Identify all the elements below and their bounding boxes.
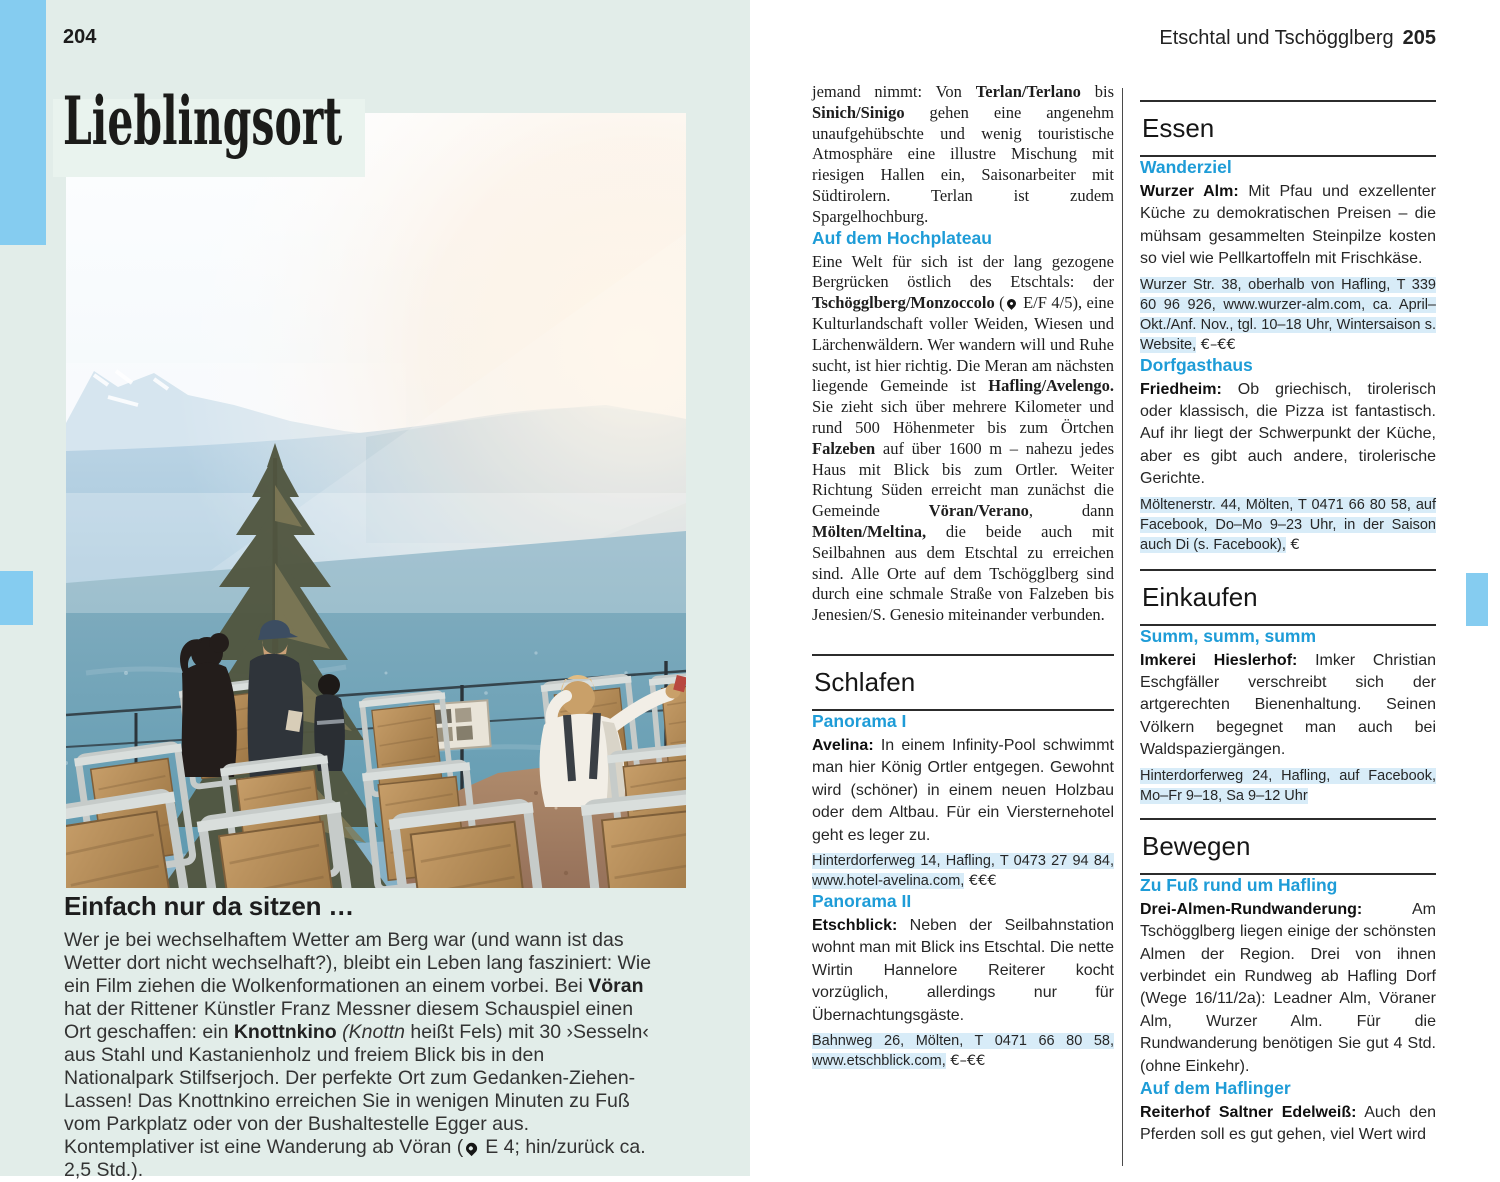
caption-heading: Einfach nur da sitzen … (64, 891, 355, 921)
subhead-wanderziel: Wanderziel (1140, 157, 1232, 177)
column-2 (1140, 100, 1436, 1147)
map-pin-icon (1005, 298, 1018, 311)
caption-body: Wer je bei wechselhaftem Wetter am Berg war (und wann ist das Wetter dort nicht wechselhaft?), bleibt ein Leben lang fasziniert: Wie ein Film ziehen die Wolkenformationen an einem vorbei. Bei Vöran hat der Rittener Künstler Franz Messner diesem Schauspiel einen Ort geschaffen: ein Knottnkino (Knottn heißt Fels) mit 30 ›Sesseln‹ aus Stahl und Kastanienholz und freiem Blick bis in den Nationalpark Stilfserjoch. Der perfekte Ort zum Gedanken-Ziehen-Lassen! Das Knottnkino erreichen Sie in wenigen Minuten zu Fuß vom Parkplatz oder von der Bushaltestelle Egger aus. Kontemplativer ist eine Wanderung ab Vöran ( E 4; hin/zurück ca. 2,5 Std.). (64, 929, 652, 1181)
address-friedheim: Möltenerstr. 44, Mölten, T 0471 66 80 58, auf Facebook, Do–Mo 9–23 Uhr, in der Saison auch Di (s. Facebook), € (1140, 496, 1436, 553)
intro-paragraph: jemand nimmt: Von Terlan/Terlano bis Sinich/Sinigo gehen eine angenehm unaufgehübschte und wenig touristische Atmosphäre eine illustre Mischung mit riesigen Hallen ein, Saisonarbeiter mit Südtirolern. Terlan ist zudem Spargelhochburg. (812, 82, 1114, 226)
running-header (1159, 27, 1436, 50)
section-header-bewegen: Bewegen (1140, 818, 1436, 875)
mountain-cinema-illustration (66, 113, 686, 888)
hochplateau-paragraph: Eine Welt für sich ist der lang gezogene Bergrücken östlich des Etschtals: der Tschögglberg/Monzoccolo ( E/F 4/5), eine Kulturlandschaft voller Weiden, Wiesen und Lärchenwäldern. Wer wandern will und Ruhe sucht, ist hier richtig. Die Meran am nächsten liegende Gemeinde ist Hafling/Avelengo. Sie zieht sich über mehrere Kilometer und rund 500 Höhenmeter bis zum Örtchen Falzeben auf über 1600 m – nahezu jedes Haus mit Blick bis zum Ortler. Weiter Richtung Süden erreicht man zunächst die Gemeinde Vöran/Verano, dann Mölten/Meltina, die beide auch mit Seilbahnen aus dem Etschtal zu erreichen sind. Alle Orte auf dem Tschögglberg sind durch eine schmale Straße von Falzeben bis Jenesien/S. Genesio miteinander verbunden. (812, 251, 1114, 625)
listing-reiterhof: Reiterhof Saltner Edelweiß: Auch den Pferden soll es gut gehen, viel Wert wird (1140, 1103, 1436, 1144)
listing-drei-almen: Drei-Almen-Rundwanderung: Am Tschögglberg liegen einige der schönsten Almen der Region. Drei von ihnen verbindet ein Rundweg ab Hafling Dorf (Wege 16/11/2a): Leadner Alm, Vöraner Alm, Wurzer Alm. Für die Rundwanderung benötigen Sie gut 4 Std. (ohne Einkehr). (1140, 900, 1436, 1075)
section-header-schlafen: Schlafen (812, 654, 1114, 711)
listing-etschblick: Etschblick: Neben der Seilbahnstation wohnt man mit Blick ins Etschtal. Die nette Wirtin Hannelore Reiterer kocht vorzüglich, allerdings nur für Übernachtungsgäste. (812, 916, 1114, 1024)
address-wurzer-alm: Wurzer Str. 38, oberhalb von Hafling, T 339 60 96 926, www.wurzer-alm.com, ca. April–Okt./Anf. Nov., tgl. 10–18 Uhr, Wintersaison s. Website, €–€€ (1140, 276, 1436, 353)
section-header-einkaufen: Einkaufen (1140, 569, 1436, 626)
chapter-title: Etschtal und Tschögglberg (1159, 27, 1394, 49)
listing-avelina: Avelina: In einem Infinity-Pool schwimmt man hier König Ortler entgegen. Gewohnt wird (schöner) in einem neuen Holzbau oder dem Altbau. Für ein Viersternehotel geht es leger zu. (812, 736, 1114, 844)
section-header-essen: Essen (1140, 100, 1436, 157)
page-left (0, 0, 750, 1181)
page-number-left: 204 (63, 26, 97, 48)
page-number-right: 205 (1402, 27, 1436, 49)
page-edge-tab-right (1466, 573, 1488, 626)
subhead-panorama-1: Panorama I (812, 710, 907, 731)
listing-wurzer-alm: Wurzer Alm: Mit Pfau und exzellenter Küche zu demokratischen Preisen – die mühsam gesammelten Steinpilze kosten so viel wie Pellkartoffeln mit Frischkäse. (1140, 183, 1436, 268)
page-edge-tab-mid (0, 571, 33, 625)
subhead-summ: Summ, summ, summ (1140, 625, 1317, 646)
column-divider (1122, 88, 1123, 1166)
address-imkerei-hieslerhof: Hinterdorferweg 24, Hafling, auf Facebook, Mo–Fr 9–18, Sa 9–12 Uhr (1140, 767, 1436, 804)
page-right (750, 0, 1500, 1176)
subhead-panorama-2: Panorama II (812, 890, 912, 911)
page-title: Lieblingsort (63, 82, 343, 160)
knottnkino-photo (66, 113, 686, 888)
column-1 (812, 82, 1114, 1071)
subhead-hochplateau: Auf dem Hochplateau (812, 227, 992, 248)
listing-imkerei-hieslerhof: Imkerei Hieslerhof: Imker Christian Eschgfäller verschreibt sich der artgerechten Bienenhaltung. Seinen Völkern begegnet man auch bei Waldspaziergängen. (1140, 651, 1436, 759)
listing-friedheim: Friedheim: Ob griechisch, tirolerisch oder klassisch, die Pizza ist fantastisch. Auf ihr liegt der Schwerpunkt der Küche, aber es gibt auch andere, tirolerische Gerichte. (1140, 380, 1436, 488)
address-etschblick: Bahnweg 26, Mölten, T 0471 66 80 58, www.etschblick.com, €–€€ (812, 1032, 1114, 1069)
subhead-dorfgasthaus: Dorfgasthaus (1140, 354, 1253, 375)
subhead-haflinger: Auf dem Haflinger (1140, 1077, 1291, 1098)
map-pin-icon (463, 1140, 478, 1155)
page-edge-tab-top (0, 0, 46, 245)
address-avelina: Hinterdorferweg 14, Hafling, T 0473 27 94 84, www.hotel-avelina.com, €€€ (812, 852, 1114, 889)
subhead-zu-fuss: Zu Fuß rund um Hafling (1140, 874, 1338, 895)
